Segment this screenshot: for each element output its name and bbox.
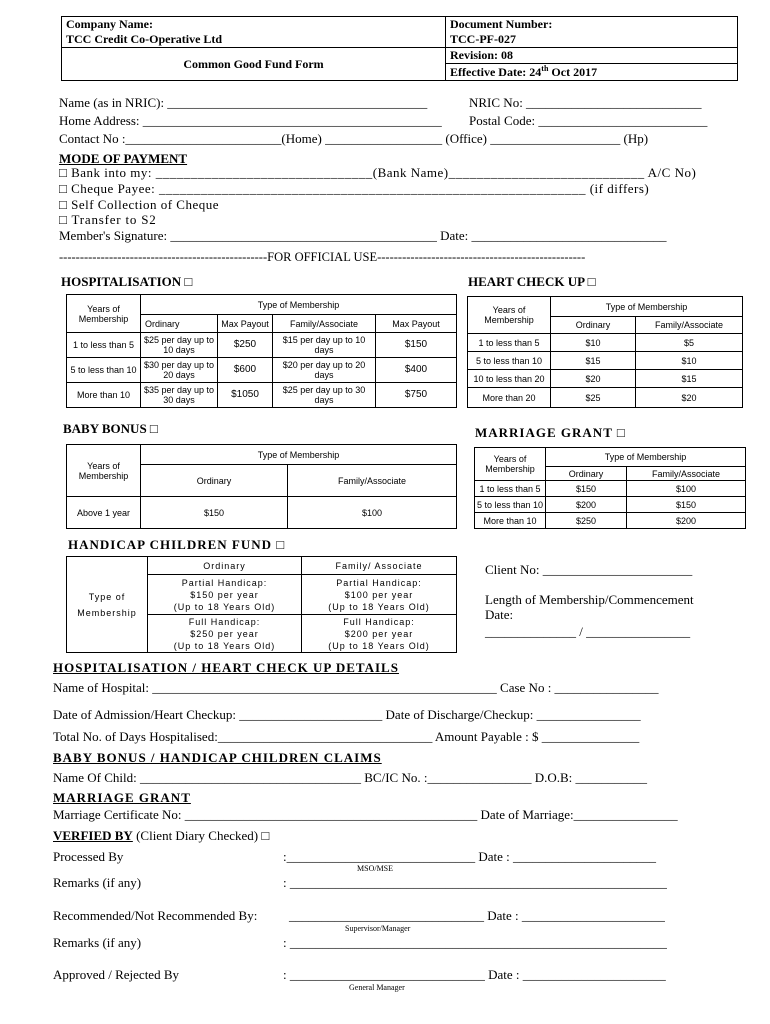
bank-option[interactable]: □ Bank into my: _______________________________(Bank Name)____________________________ A/C No) xyxy=(59,165,697,180)
hospital-field[interactable]: Name of Hospital: _____________________________________________________ Case No : ________________ xyxy=(53,680,659,695)
handicap-col-family: Family/ Associate xyxy=(302,557,457,575)
heart-checkup-table xyxy=(467,296,743,408)
table-row: Partial Handicap: $150 per year (Up to 18 Years Old) Partial Handicap: $100 per year (Up to 18 Years Old) xyxy=(67,575,457,615)
heart-col-ordinary: Ordinary xyxy=(551,317,636,334)
approved-label: Approved / Rejected By xyxy=(53,967,179,982)
baby-years-header: Years of Membership xyxy=(67,445,141,497)
table-row: More than 10 $35 per day up to 30 days $1050 $25 per day up to 30 days $750 xyxy=(67,383,457,408)
marriage-col-ordinary: Ordinary xyxy=(546,467,627,481)
hosp-type-header: Type of Membership xyxy=(141,295,457,315)
table-row: More than 10 $250 $200 xyxy=(475,513,746,529)
handicap-title[interactable]: HANDICAP CHILDREN FUND □ xyxy=(68,537,286,552)
commencement-date-label: Date: xyxy=(485,607,514,622)
member-signature-field[interactable]: Member's Signature: _________________________________________ Date: ______________________________ xyxy=(59,228,667,243)
remarks1-label: Remarks (if any) xyxy=(53,875,142,890)
official-use-divider: --------------------------------------------------FOR OFFICIAL USE-------------------------------------------------- xyxy=(59,250,586,264)
postal-field[interactable]: Postal Code: __________________________ xyxy=(469,113,708,128)
approved-field[interactable]: : ______________________________ Date : ______________________ xyxy=(283,967,666,982)
supervisor-caption: Supervisor/Manager xyxy=(345,924,411,933)
marriage-cert-field[interactable]: Marriage Certificate No: _____________________________________________ Date of Marriage:________________ xyxy=(53,807,678,822)
verified-rest: (Client Diary Checked) □ xyxy=(132,828,270,843)
handicap-type-label: Type of Membership xyxy=(67,557,148,653)
address-field[interactable]: Home Address: ______________________________________________ xyxy=(59,113,442,128)
baby-col-ordinary: Ordinary xyxy=(141,465,288,497)
hospitalisation-title[interactable]: HOSPITALISATION □ xyxy=(61,274,193,289)
days-field[interactable]: Total No. of Days Hospitalised:_________________________________ Amount Payable : $ _______________ xyxy=(53,729,640,744)
self-collection-option[interactable]: □ Self Collection of Cheque xyxy=(59,197,219,212)
table-row: Above 1 year $150 $100 xyxy=(67,497,457,529)
commencement-date-field[interactable]: ______________ / ________________ xyxy=(485,624,691,639)
contact-field[interactable]: Contact No :________________________(Home) __________________ (Office) ____________________ (Hp) xyxy=(59,131,649,146)
remarks1-field[interactable]: : __________________________________________________________ xyxy=(283,875,667,890)
handicap-col-ordinary: Ordinary xyxy=(148,557,302,575)
table-row: 5 to less than 10 $200 $150 xyxy=(475,497,746,513)
recommended-label: Recommended/Not Recommended By: xyxy=(53,908,258,923)
table-row: 1 to less than 5 $10 $5 xyxy=(468,334,743,352)
heart-type-header: Type of Membership xyxy=(551,297,743,317)
cheque-option[interactable]: □ Cheque Payee: _____________________________________________________________ (if differs) xyxy=(59,181,650,196)
baby-bonus-table xyxy=(66,444,457,529)
marriage-details-title: MARRIAGE GRANT xyxy=(53,790,191,805)
heart-years-header: Years of Membership xyxy=(468,297,551,334)
baby-type-header: Type of Membership xyxy=(141,445,457,465)
processed-field[interactable]: :_____________________________ Date : ______________________ xyxy=(283,849,657,864)
handicap-table xyxy=(66,556,457,653)
heart-col-family: Family/Associate xyxy=(636,317,743,334)
hosp-col-max2: Max Payout xyxy=(376,315,457,333)
gm-caption: General Manager xyxy=(349,983,405,992)
company-label: Company Name: xyxy=(66,17,153,31)
membership-length-label: Length of Membership/Commencement xyxy=(485,592,694,607)
nric-field[interactable]: NRIC No: ___________________________ xyxy=(469,95,702,110)
table-row: 5 to less than 10 $30 per day up to 20 days $600 $20 per day up to 20 days $400 xyxy=(67,358,457,383)
marriage-col-family: Family/Associate xyxy=(627,467,746,481)
table-row: More than 20 $25 $20 xyxy=(468,388,743,408)
baby-claims-title: BABY BONUS / HANDICAP CHILDREN CLAIMS xyxy=(53,750,382,765)
doc-number-label: Document Number: xyxy=(450,17,553,31)
table-row: 5 to less than 10 $15 $10 xyxy=(468,352,743,370)
hosp-years-header: Years of Membership xyxy=(67,295,141,333)
remarks2-field[interactable]: : __________________________________________________________ xyxy=(283,935,667,950)
remarks2-label: Remarks (if any) xyxy=(53,935,142,950)
table-row: 10 to less than 20 $20 $15 xyxy=(468,370,743,388)
verified-by-line[interactable] xyxy=(53,828,269,844)
marriage-type-header: Type of Membership xyxy=(546,448,746,467)
mso-caption: MSO/MSE xyxy=(357,864,394,873)
doc-number-cell xyxy=(446,17,738,48)
table-row: 1 to less than 5 $25 per day up to 10 days $250 $15 per day up to 10 days $150 xyxy=(67,333,457,358)
header-table xyxy=(61,16,738,81)
processed-label: Processed By xyxy=(53,849,124,864)
table-row: Full Handicap: $250 per year (Up to 18 Years Old) Full Handicap: $200 per year (Up to 18 Years Old) xyxy=(67,615,457,653)
effective-date: Effective Date: 24th Oct 2017 xyxy=(446,64,738,81)
doc-number: TCC-PF-027 xyxy=(450,32,516,46)
marriage-years-header: Years of Membership xyxy=(475,448,546,481)
form-title: Common Good Fund Form xyxy=(183,56,324,71)
revision: Revision: 08 xyxy=(446,48,738,64)
marriage-grant-title[interactable]: MARRIAGE GRANT □ xyxy=(475,425,626,440)
client-no-field[interactable]: Client No: _______________________ xyxy=(485,562,693,577)
transfer-option[interactable]: □ Transfer to S2 xyxy=(59,212,157,227)
hosp-col-max1: Max Payout xyxy=(218,315,273,333)
company-name: TCC Credit Co-Operative Ltd xyxy=(66,32,223,46)
table-row: 1 to less than 5 $150 $100 xyxy=(475,481,746,497)
form-title-cell xyxy=(62,48,446,81)
recommended-field[interactable]: ______________________________ Date : ______________________ xyxy=(289,908,665,923)
heart-checkup-title[interactable]: HEART CHECK UP □ xyxy=(468,274,596,289)
hospitalisation-table xyxy=(66,294,457,408)
marriage-grant-table xyxy=(474,447,746,529)
child-field[interactable]: Name Of Child: __________________________________ BC/IC No. :________________ D.O.B: ___________ xyxy=(53,770,648,785)
name-field[interactable]: Name (as in NRIC): ________________________________________ xyxy=(59,95,428,110)
company-cell xyxy=(62,17,446,48)
payment-title: MODE OF PAYMENT xyxy=(59,151,188,166)
hosp-col-ordinary: Ordinary xyxy=(141,315,218,333)
admission-field[interactable]: Date of Admission/Heart Checkup: ______________________ Date of Discharge/Checkup: ________________ xyxy=(53,707,641,722)
details-title: HOSPITALISATION / HEART CHECK UP DETAILS xyxy=(53,660,399,675)
baby-col-family: Family/Associate xyxy=(288,465,457,497)
baby-bonus-title[interactable]: BABY BONUS □ xyxy=(63,421,158,436)
hosp-col-family: Family/Associate xyxy=(273,315,376,333)
verified-title: VERFIED BY xyxy=(53,828,133,843)
